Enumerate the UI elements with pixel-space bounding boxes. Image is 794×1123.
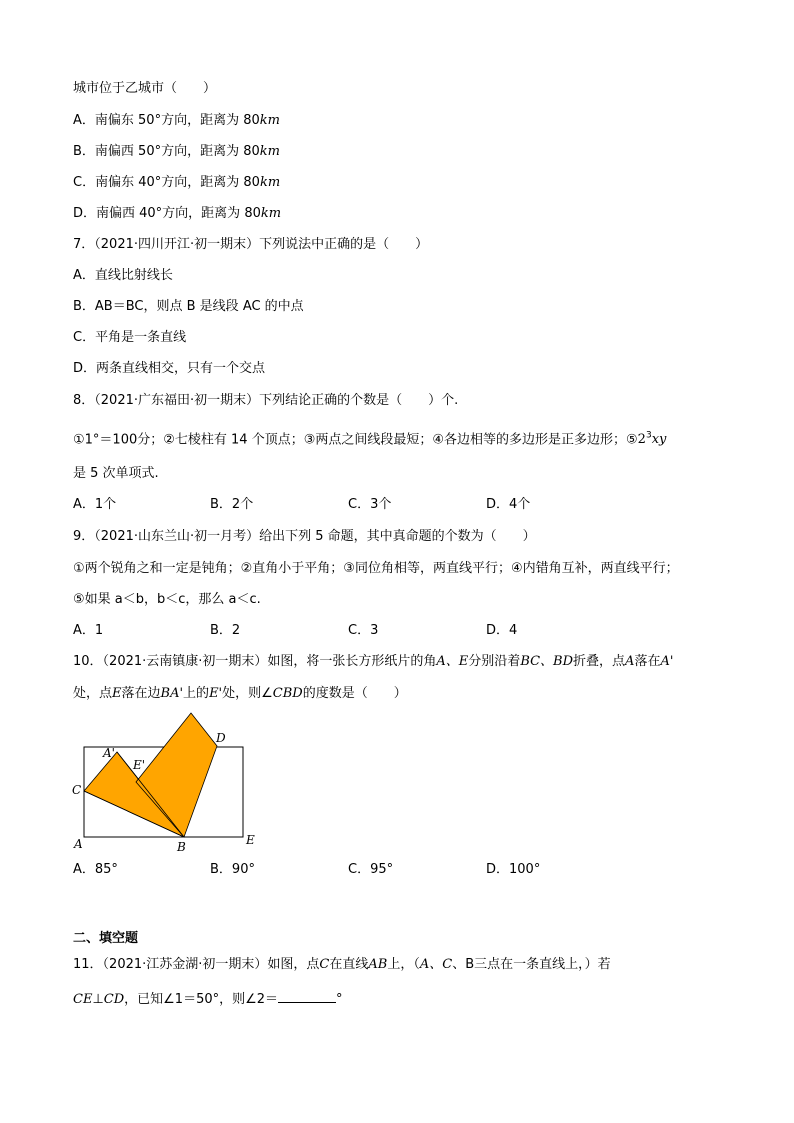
q9-statements: ①两个锐角之和一定是钝角；②直角小于平角；③同位角相等，两直线平行；④内错角互补，两直线平行；	[73, 561, 679, 576]
q9-option-d: D．4	[486, 623, 518, 638]
q7-option-a: A．直线比射线长	[73, 268, 173, 283]
section-title: 二、填空题	[73, 931, 139, 946]
q7-option-d: D．两条直线相交，只有一个交点	[73, 361, 266, 376]
q6-tail: 城市位于乙城市（ ）	[73, 81, 217, 96]
q8-expression: $2^3xy$	[637, 431, 667, 448]
answer-blank[interactable]	[278, 990, 336, 1003]
label-e-prime: E'	[133, 758, 146, 772]
q10-option-b: B．90°	[210, 862, 255, 877]
q8-statements-cont: 是 5 次单项式.	[73, 466, 159, 481]
q10-figure	[66, 712, 266, 858]
label-e: E	[246, 833, 255, 847]
q11-stem: 11．（2021·江苏金湖·初一期末）如图，点C在直线AB上，（A、C、B三点在一条直线上，）若	[73, 957, 611, 972]
q7-stem: 7．（2021·四川开江·初一期末）下列说法中正确的是（ ）	[73, 237, 429, 252]
label-d: D	[216, 731, 226, 745]
q8-option-b: B．2个	[210, 497, 254, 512]
q10-option-c: C．95°	[348, 862, 394, 877]
q10-stem-cont: 处，点E落在边BA'上的E'处，则∠CBD的度数是（ ）	[73, 686, 407, 701]
label-b: B	[177, 840, 186, 854]
q8-statements: ①1°＝100分；②七棱柱有 14 个顶点；③两点之间线段最短；④各边相等的多边形是正多边形；$⑤2^3xy$	[73, 431, 667, 448]
q11-stem-cont: CE⊥CD，已知∠1＝50°，则∠2＝ °	[73, 992, 343, 1007]
q8-option-a: A．1个	[73, 497, 117, 512]
label-c: C	[72, 783, 82, 797]
q6-option-d: D．南偏西 40°方向，距离为 80km	[73, 206, 282, 221]
q6-option-c: C．南偏东 40°方向，距离为 80km	[73, 175, 281, 190]
q9-statements-cont: ⑤如果 a＜b，b＜c，那么 a＜c.	[73, 592, 261, 607]
q8-option-d: D．4个	[486, 497, 531, 512]
q9-stem: 9．（2021·山东兰山·初一月考）给出下列 5 命题，其中真命题的个数为（ ）	[73, 529, 536, 544]
q8-stem: 8．（2021·广东福田·初一期末）下列结论正确的个数是（ ）个.	[73, 393, 459, 408]
q8-option-c: C．3个	[348, 497, 392, 512]
q10-option-d: D．100°	[486, 862, 541, 877]
q9-option-c: C．3	[348, 623, 379, 638]
q7-option-b: B．AB＝BC，则点 B 是线段 AC 的中点	[73, 299, 304, 314]
label-a: A	[74, 837, 83, 851]
q10-stem: 10．（2021·云南镇康·初一期末）如图，将一张长方形纸片的角A、E分别沿着BC、BD折叠，点A落在A'	[73, 654, 674, 669]
label-a-prime: A'	[103, 746, 115, 760]
q7-option-c: C．平角是一条直线	[73, 330, 187, 345]
q9-option-a: A．1	[73, 623, 104, 638]
q6-option-b: B．南偏西 50°方向，距离为 80km	[73, 144, 280, 159]
q6-option-a: A．南偏东 50°方向，距离为 80km	[73, 113, 280, 128]
q10-option-a: A．85°	[73, 862, 118, 877]
q9-option-b: B．2	[210, 623, 241, 638]
